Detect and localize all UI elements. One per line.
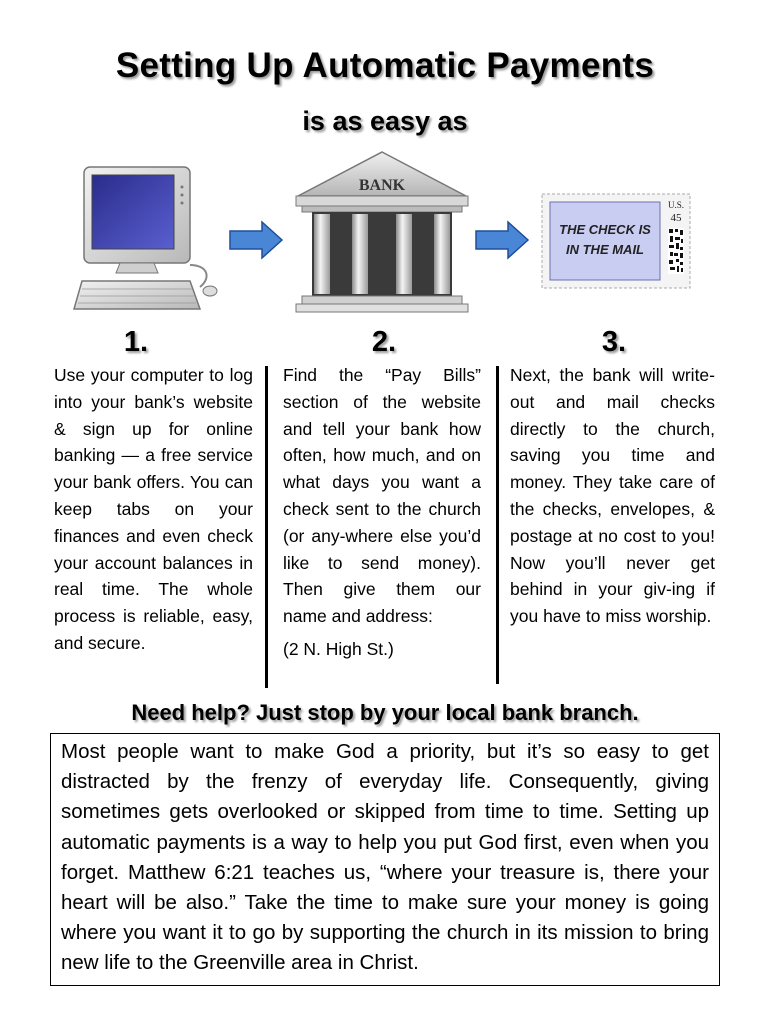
help-heading: Need help? Just stop by your local bank branch. xyxy=(131,700,639,725)
stamp-value: 45 xyxy=(670,212,682,224)
step-3-number: 3. xyxy=(601,326,627,358)
page-subtitle: is as easy as xyxy=(302,106,468,136)
step-2-column xyxy=(283,362,481,663)
computer-icon xyxy=(72,165,222,315)
stamp-line-2: IN THE MAIL xyxy=(566,242,644,257)
stamp-line-1: THE CHECK IS xyxy=(559,222,651,237)
column-divider xyxy=(496,366,499,684)
stamp-country: U.S. xyxy=(667,200,685,210)
right-arrow-icon xyxy=(228,220,284,260)
step-2-address: (2 N. High St.) xyxy=(283,638,394,659)
qr-code-icon xyxy=(668,228,684,274)
column-divider xyxy=(265,366,268,688)
closing-box xyxy=(50,733,720,986)
step-3-text: Next, the bank will write-out and mail checks directly to the church, saving you time and money. They take care of the checks, envelopes, & postage at no cost to you! Now you’ll never get behind in your giv-ing if you have to miss worship. xyxy=(510,365,715,627)
step-2-number: 2. xyxy=(371,326,397,358)
bank-building-icon xyxy=(292,150,472,320)
page-title: Setting Up Automatic Payments xyxy=(115,46,655,85)
bank-label: BANK xyxy=(358,177,406,194)
postage-stamp-icon xyxy=(540,192,692,290)
step-2-text: Find the “Pay Bills” section of the website and tell your bank how often, how much, and on what days you want a check sent to the church (or any-where else you’d like to send money). Then give them our name and address: xyxy=(283,365,481,627)
closing-text: Most people want to make God a priority, but it’s so easy to get distracted by the frenzy of everyday life. Consequently, giving sometimes gets overlooked or skipped from time to time. Setting up automatic payments is a way to help you put God first, even when you forget. Matthew 6:21 teaches us, “where your treasure is, there your heart will be also.” Take the time to make sure your money is going where you want it to go by supporting the church in its mission to bring new life to the Greenville area in Christ. xyxy=(61,740,709,975)
right-arrow-icon xyxy=(474,220,530,260)
step-1-text: Use your computer to log into your bank’s website & sign up for online banking — a free service your bank offers. You can keep tabs on your finances and even check your account balances in real time. The whole process is reliable, easy, and secure. xyxy=(54,365,253,653)
step-1-number: 1. xyxy=(123,326,149,358)
